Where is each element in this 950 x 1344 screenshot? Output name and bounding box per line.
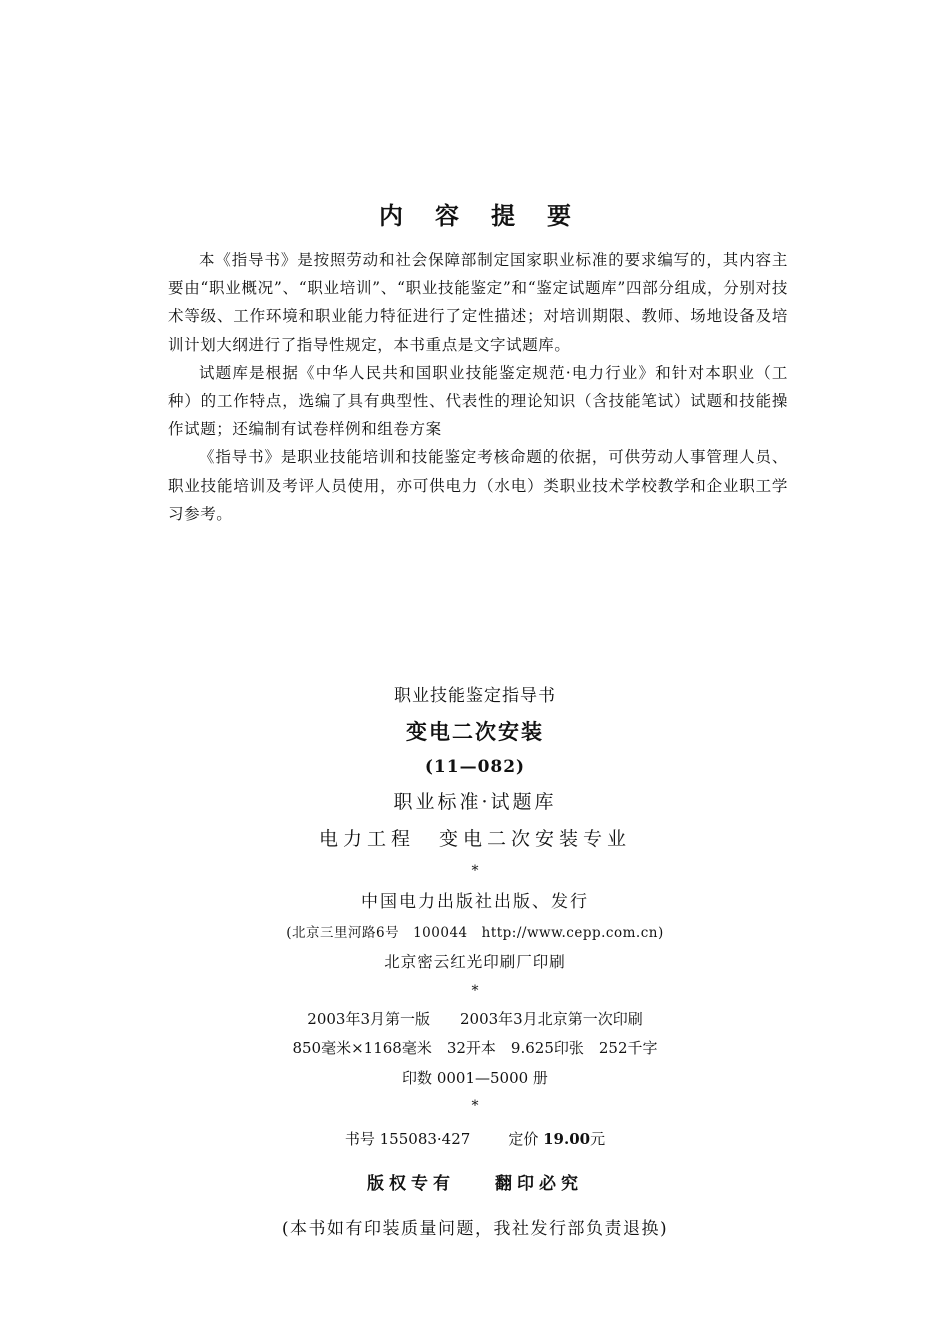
price-unit: 元 (590, 1130, 606, 1148)
publisher: 中国电力出版社出版、发行 (361, 892, 589, 912)
page-heading: 内容提要 (379, 201, 603, 230)
price-label: 定价 (508, 1130, 539, 1148)
summary-paragraph-3: 《指导书》是职业技能培训和技能鉴定考核命题的依据，可供劳动人事管理人员、职业技能培训及考评人员使用，亦可供电力（水电）类职业技术学校教学和企业职工学习参考。 (168, 448, 788, 523)
price-value: 19.00 (543, 1130, 591, 1148)
book-code: (11—082) (424, 757, 526, 777)
print-run: 印数 0001—5000 册 (402, 1069, 548, 1087)
separator-star-2: * (471, 983, 479, 999)
summary-paragraph-1: 本《指导书》是按照劳动和社会保障部制定国家职业标准的要求编写的，其内容主要由“职业概况”、“职业培训”、“职业技能鉴定”和“鉴定试题库”四部分组成，分别对技术等级、工作环境和职业能力特征进行了定性描述；对培训期限、教师、场地设备及培训计划大纲进行了指导性规定，本书重点是文字试题库。 (168, 251, 788, 354)
format-info: 850毫米×1168毫米 32开本 9.625印张 252千字 (292, 1039, 658, 1057)
publisher-address: (北京三里河路6号 100044 http://www.cepp.com.cn) (286, 925, 664, 941)
separator-star-3: * (471, 1098, 479, 1114)
colophon (0, 678, 950, 1249)
book-number: 书号 155083·427 (344, 1130, 471, 1148)
copyright-right: 翻印必究 (495, 1174, 583, 1194)
summary-section (168, 246, 788, 528)
series-name: 职业技能鉴定指导书 (394, 686, 556, 706)
copyright-left: 版权专有 (367, 1174, 455, 1194)
quality-notice: (本书如有印装质量问题，我社发行部负责退换) (281, 1219, 669, 1239)
book-subtitle: 职业标准·试题库 (393, 791, 557, 813)
printer: 北京密云红光印刷厂印刷 (384, 953, 566, 971)
book-title: 变电二次安装 (406, 719, 544, 744)
edition-info: 2003年3月第一版 2003年3月北京第一次印刷 (307, 1010, 643, 1028)
book-specialty: 电力工程 变电二次安装专业 (318, 828, 631, 850)
copyright-line (0, 1159, 950, 1209)
separator-star-1: * (471, 863, 479, 879)
book-number-line (0, 1119, 950, 1159)
summary-paragraph-2: 试题库是根据《中华人民共和国职业技能鉴定规范·电力行业》和针对本职业（工种）的工作特点，选编了具有典型性、代表性的理论知识（含技能笔试）试题和技能操作试题；还编制有试卷样例和组卷方案 (168, 363, 788, 439)
